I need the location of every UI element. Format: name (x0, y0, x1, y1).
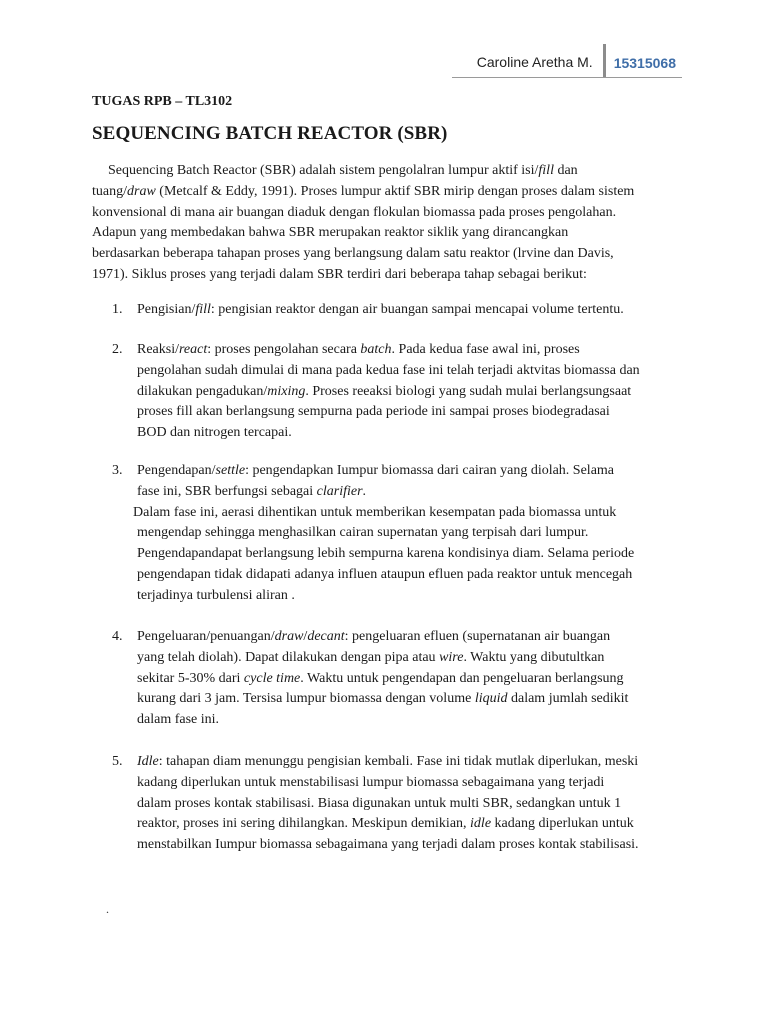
footer-mark: . (106, 902, 109, 916)
italic-term: wire (439, 649, 464, 665)
italic-term: liquid (474, 691, 508, 707)
step-line: yang telah diolah). Dapat dilakukan dengan pipa atau wire. Waktu yang dibutultkan (137, 649, 605, 665)
step-line: Pengendapan/settle: pengendapkan Iumpur biomassa dari cairan yang diolah. Selama (137, 463, 615, 478)
step-body (133, 461, 692, 607)
step-line: Pengendapandapat berlangsung lebih sempurna karena kondisinya diam. Selama periode (137, 546, 635, 562)
step-line: kurang dari 3 jam. Tersisa lumpur biomassa dengan volume liquid dalam jumlah sedikit (137, 691, 629, 707)
step-line: terjadinya turbulensi aliran . (137, 587, 295, 603)
step-line: kadang diperlukan untuk menstabilisasi lumpur biomassa sebagaimana yang terjadi (137, 774, 605, 790)
italic-term: batch (360, 342, 392, 357)
italic-term: Idle (137, 754, 159, 769)
step-line: proses fill akan berlangsung sempurna pada periode ini sampai proses biodegradasai (137, 404, 610, 420)
step-line: dalam fase ini. (137, 712, 220, 728)
intro-line: tuang/draw (Metcalf & Eddy, 1991). Proses lumpur aktif SBR mirip dengan proses dalam sistem (92, 183, 635, 199)
page-title: SEQUENCING BATCH REACTOR (SBR) (92, 123, 448, 144)
step-line: Dalam fase ini, aerasi dihentikan untuk memberikan kesempatan pada biomassa untuk (133, 504, 617, 520)
step-item-decant (112, 627, 692, 731)
step-line: pengendapan tidak didapati adanya influen ataupun efluen pada reaktor untuk mencegah (137, 566, 633, 582)
step-line: sekitar 5-30% dari cycle time. Waktu untuk pengendapan dan pengeluaran berlangsung (137, 670, 624, 686)
italic-term: fill (538, 163, 554, 178)
italic-term: fill (195, 302, 211, 317)
italic-term: cycle time (243, 670, 301, 686)
step-number: 2. (112, 342, 123, 357)
italic-term: draw (274, 629, 304, 644)
step-line: Idle: tahapan diam menunggu pengisian kembali. Fase ini tidak mutlak diperlukan, meski (137, 754, 639, 769)
step-number: 1. (112, 302, 123, 317)
intro-line: Sequencing Batch Reactor (SBR) adalah sistem pengolalran lumpur aktif isi/fill dan (108, 163, 578, 178)
italic-term: decant (307, 629, 345, 644)
step-number: 4. (112, 629, 123, 644)
intro-line: Adapun yang membedakan bahwa SBR merupakan reaktor siklik yang dirancangkan (92, 225, 569, 241)
step-number: 5. (112, 754, 123, 769)
intro-line: berdasarkan beberapa tahapan proses yang berlangsung dalam satu reaktor (lrvine dan Davis, (92, 246, 614, 262)
step-line: Pengisian/fill: pengisian reaktor dengan air buangan sampai mencapai volume tertentu. (137, 302, 624, 317)
step-body (137, 340, 692, 444)
step-line: Pengeluaran/penuangan/draw/decant: pengeluaran efluen (supernatanan air buangan (137, 629, 611, 644)
italic-term: settle (215, 463, 246, 478)
assignment-label: TUGAS RPB – TL3102 (92, 94, 233, 109)
step-number: 3. (112, 463, 123, 478)
italic-term: mixing (267, 383, 306, 399)
step-line: Reaksi/react: proses pengolahan secara batch. Pada kedua fase awal ini, proses (137, 342, 580, 357)
italic-term: clarifier (316, 483, 363, 499)
step-body (137, 752, 692, 856)
page-header (477, 44, 676, 78)
italic-term: draw (127, 183, 156, 199)
student-id: 15315068 (613, 55, 676, 71)
step-line: menstabilkan Iumpur biomassa sebagaimana yang terjadi dalam proses kontak stabilisasi. (137, 837, 639, 853)
step-line: dilakukan pengadukan/mixing. Proses reeaksi biologi yang sudah mulai berlangsungsaat (137, 383, 632, 399)
author-name: Caroline Aretha M. (476, 54, 593, 70)
step-line: fase ini, SBR berfungsi sebagai clarifier. (137, 483, 367, 499)
step-line: mengendap sehingga menghasilkan cairan supernatan yang terpisah dari lumpur. (137, 525, 589, 541)
intro-line: 1971). Siklus proses yang terjadi dalam SBR terdiri dari beberapa tahap sebagai berikut: (92, 266, 587, 282)
step-line: reaktor, proses ini sering dihilangkan. Meskipun demikian, idle kadang diperlukan untuk (137, 816, 634, 832)
step-body (137, 300, 692, 321)
step-item-settle (112, 461, 692, 607)
intro-paragraph (92, 161, 692, 286)
italic-term: idle (470, 816, 492, 832)
header-rule (452, 77, 682, 78)
step-line: dalam proses kontak stabilisasi. Biasa digunakan untuk multi SBR, sedangkan untuk 1 (137, 795, 622, 811)
step-line: BOD dan nitrogen tercapai. (137, 425, 292, 441)
step-item-react (112, 340, 692, 444)
italic-term: react (179, 342, 208, 357)
step-line: pengolahan sudah dimulai di mana pada kedua fase ini telah terjadi aktvitas biomassa dan (137, 362, 640, 378)
intro-line: konvensional di mana air buangan diaduk dengan flokulan biomassa pada proses pengolahan. (92, 204, 617, 220)
step-item-fill (112, 300, 692, 321)
step-body (137, 627, 692, 731)
step-item-idle (112, 752, 692, 856)
